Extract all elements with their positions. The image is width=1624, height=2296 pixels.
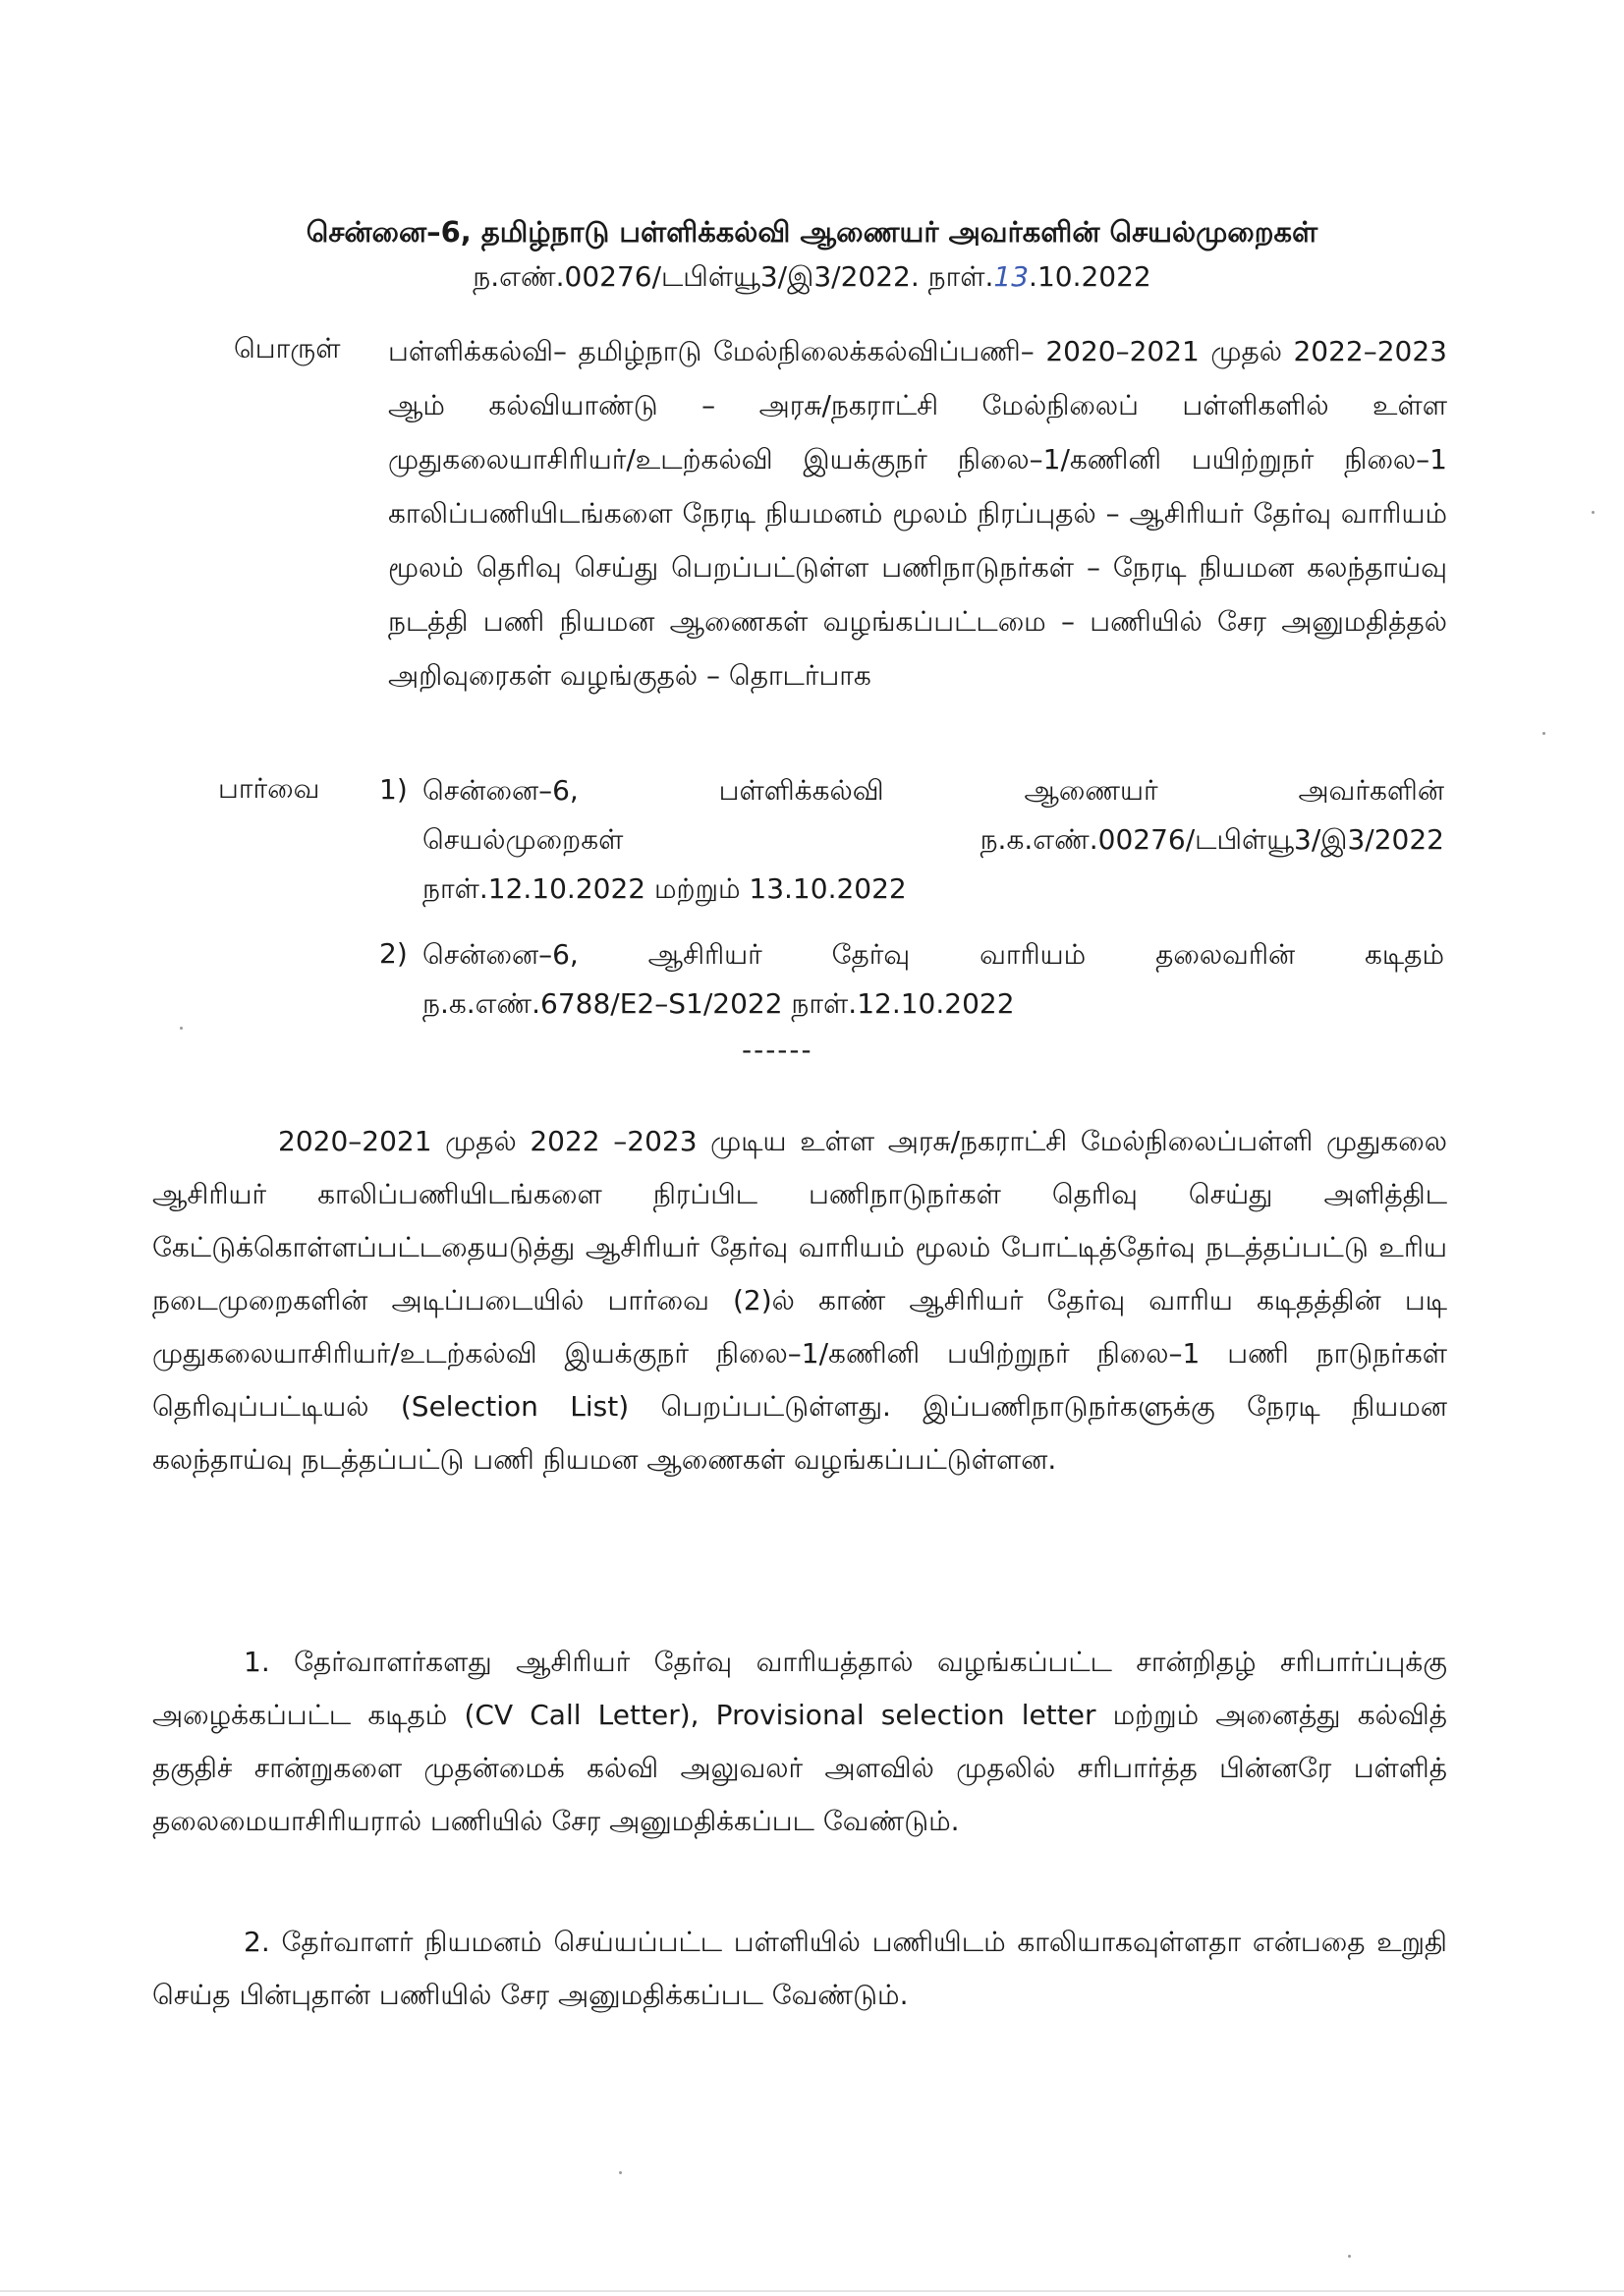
reference-1-number: 1) <box>379 773 408 806</box>
scan-speck <box>1592 511 1595 514</box>
reference-label: பார்வை <box>218 772 320 805</box>
reference-2-text <box>422 930 1444 1029</box>
reference-1-line-2: செயல்முறைகள் ந.க.எண்.00276/டபிள்யூ3/இ3/2022 <box>422 823 1444 856</box>
scan-speck <box>180 1027 183 1030</box>
instruction-point-1: 1. தேர்வாளர்களது ஆசிரியர் தேர்வு வாரியத்தால் வழங்கப்பட்ட சான்றிதழ் சரிபார்ப்புக்கு அழைக்கப்பட்ட கடிதம் (CV Call Letter), Provisional selection letter மற்றும் அனைத்து கல்வித் தகுதிச் சான்றுகளை முதன்மைக் கல்வி அலுவலர் அளவில் முதலில் சரிபார்த்த பின்னரே பள்ளித் தலைமையாசிரியரால் பணியில் சேர அனுமதிக்கப்பட வேண்டும். <box>152 1646 1447 1837</box>
instruction-point-2: 2. தேர்வாளர் நியமனம் செய்யப்பட்ட பள்ளியில் பணியிடம் காலியாகவுள்ளதா என்பதை உறுதி செய்த பின்புதான் பணியில் சேர அனுமதிக்கப்பட வேண்டும். <box>152 1926 1447 2011</box>
handwritten-date-day: 13 <box>993 260 1030 293</box>
subject-text: பள்ளிக்கல்வி– தமிழ்நாடு மேல்நிலைக்கல்விப்பணி– 2020–2021 முதல் 2022–2023 ஆம் கல்வியாண்டு – அரசு/நகராட்சி மேல்நிலைப் பள்ளிகளில் உள்ள முதுகலையாசிரியர்/உடற்கல்வி இயக்குநர் நிலை–1/கணினி பயிற்றுநர் நிலை–1 காலிப்பணியிடங்களை நேரடி நியமனம் மூலம் நிரப்புதல் – ஆசிரியர் தேர்வு வாரியம் மூலம் தெரிவு செய்து பெறப்பட்டுள்ள பணிநாடுநர்கள் – நேரடி நியமன கலந்தாய்வு நடத்தி பணி நியமன ஆணைகள் வழங்கப்பட்டமை – பணியில் சேர அனுமதித்தல் அறிவுரைகள் வழங்குதல் – தொடர்பாக <box>388 335 1447 692</box>
scan-speck <box>1348 2255 1351 2258</box>
scan-speck <box>1542 732 1545 735</box>
reference-1-line-3: நாள்.12.10.2022 மற்றும் 13.10.2022 <box>422 872 907 905</box>
header-ref-suffix: .10.2022 <box>1029 260 1151 293</box>
reference-1-line-1: சென்னை–6, பள்ளிக்கல்வி ஆணையர் அவர்களின் <box>422 774 1444 807</box>
reference-2-line-2: ந.க.எண்.6788/E2–S1/2022 நாள்.12.10.2022 <box>422 987 1015 1020</box>
reference-2-line-1: சென்னை–6, ஆசிரியர் தேர்வு வாரியம் தலைவரின் கடிதம் <box>422 938 1444 971</box>
reference-1-text <box>422 766 1444 914</box>
header-reference-number <box>147 253 1477 301</box>
intro-paragraph: 2020–2021 முதல் 2022 –2023 முடிய உள்ள அரசு/நகராட்சி மேல்நிலைப்பள்ளி முதுகலை ஆசிரியர் காலிப்பணியிடங்களை நிரப்பிட பணிநாடுநர்கள் தெரிவு செய்து அளித்திட கேட்டுக்கொள்ளப்பட்டதையடுத்து ஆசிரியர் தேர்வு வாரியம் மூலம் போட்டித்தேர்வு நடத்தப்பட்டு உரிய நடைமுறைகளின் அடிப்படையில் பார்வை (2)ல் காண் ஆசிரியர் தேர்வு வாரிய கடிதத்தின் படி முதுகலையாசிரியர்/உடற்கல்வி இயக்குநர் நிலை–1/கணினி பயிற்றுநர் நிலை–1 பணி நாடுநர்கள் தெரிவுப்பட்டியல் (Selection List) பெறப்பட்டுள்ளது. இப்பணிநாடுநர்களுக்கு நேரடி நியமன கலந்தாய்வு நடத்தப்பட்டு பணி நியமன ஆணைகள் வழங்கப்பட்டுள்ளன. <box>152 1125 1447 1476</box>
scan-speck <box>619 2171 622 2174</box>
header-office-title: சென்னை–6, தமிழ்நாடு பள்ளிக்கல்வி ஆணையர் அவர்களின் செயல்முறைகள் <box>306 215 1318 249</box>
subject-label: பொருள் <box>234 332 341 364</box>
scan-edge-line <box>0 2290 1624 2292</box>
section-divider: ------ <box>742 1034 813 1066</box>
reference-2-number: 2) <box>379 937 408 970</box>
header-ref-prefix: ந.எண்.00276/டபிள்யூ3/இ3/2022. நாள். <box>473 260 994 293</box>
